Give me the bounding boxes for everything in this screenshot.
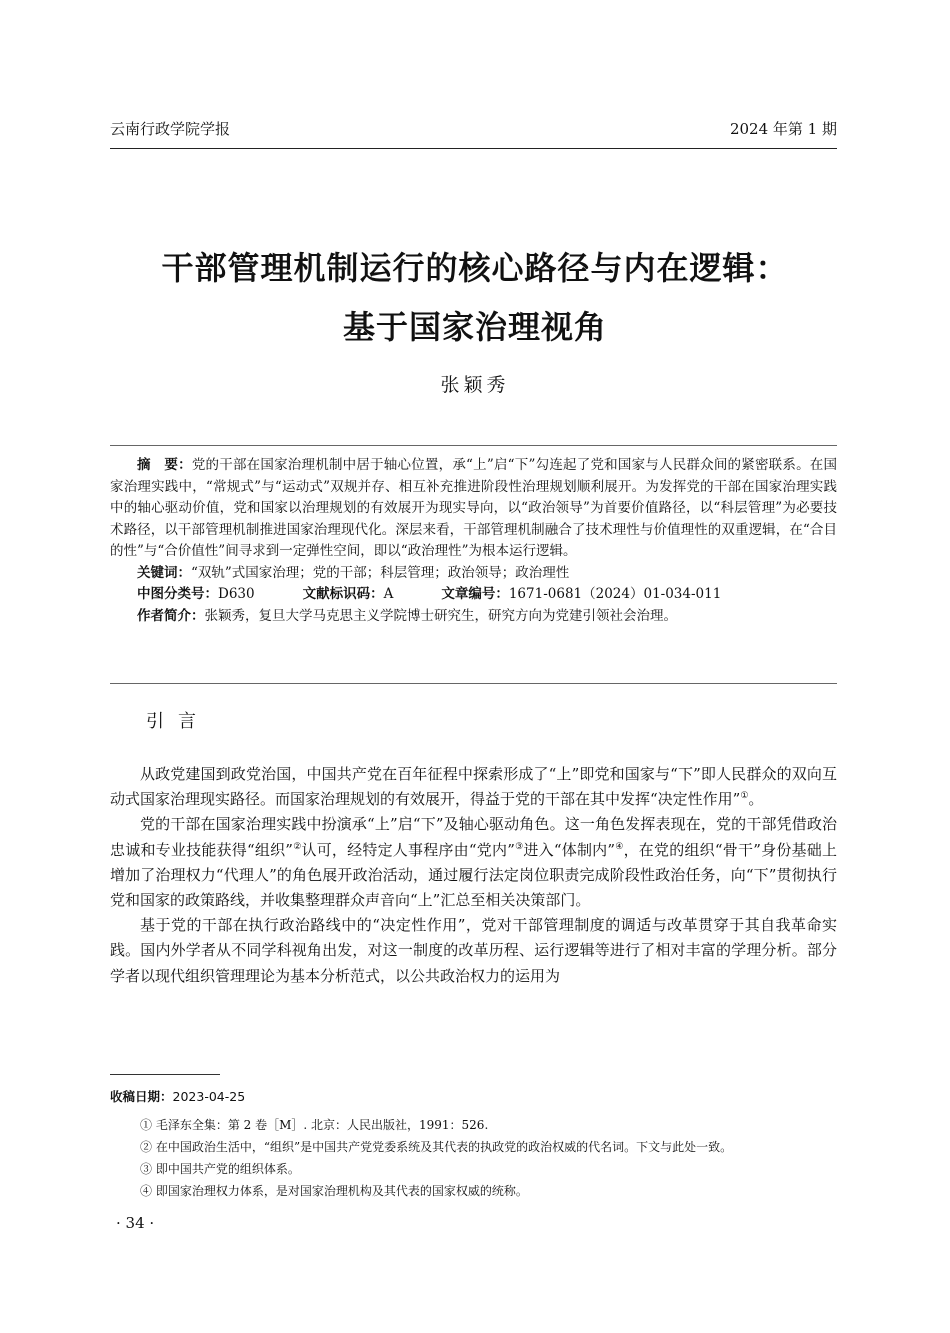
- received-label: 收稿日期：: [110, 1089, 173, 1104]
- author-name: 张颖秀: [440, 374, 510, 396]
- bio-text: 张颖秀，复旦大学马克思主义学院博士研究生，研究方向为党建引领社会治理。: [204, 607, 677, 624]
- body-paragraph-2: [110, 812, 837, 913]
- p2-text-d: ，在党的组织“骨干”身份基础上增加了治理权力“代理人”的角色展开政治活动，通过履行法定岗位职责完成阶段性政治任务，向“下”贯彻执行党和国家的政策路线，并收集整理群众声音向“上”汇总至相关决策部门。: [110, 840, 837, 910]
- footnote-rule: [110, 1074, 220, 1075]
- keywords-label: 关键词：: [137, 564, 191, 581]
- received-date: 2023-04-25: [172, 1089, 246, 1104]
- footnote-ref-2[interactable]: ②: [292, 841, 302, 852]
- title-line-1: 干部管理机制运行的核心路径与内在逻辑：: [161, 249, 789, 287]
- footnote-ref-4[interactable]: ④: [615, 841, 624, 852]
- running-header: [110, 118, 837, 149]
- classification-line: [110, 584, 837, 606]
- abstract-block: [110, 455, 837, 627]
- footnote-1: ① 毛泽东全集：第 2 卷［M］. 北京：人民出版社，1991：526.: [140, 1118, 489, 1132]
- footnote-2: ② 在中国政治生活中，“组织”是中国共产党党委系统及其代表的执政党的政治权威的代名词。下文与此处一致。: [140, 1140, 733, 1154]
- body-paragraph-3: 基于党的干部在执行政治路线中的“决定性作用”，党对干部管理制度的调适与改革贯穿于其自我革命实践。国内外学者从不同学科视角出发，对这一制度的改革历程、运行逻辑等进行了相对丰富的学理分析。部分学者以现代组织管理理论为基本分析范式，以公共政治权力的运用为: [110, 916, 837, 985]
- footnote-3: ③ 即中国共产党的组织体系。: [140, 1162, 300, 1176]
- page-number: · 34 ·: [116, 1214, 155, 1232]
- body-text: [110, 762, 837, 989]
- p2-text-a: 党的干部在国家治理实践中扮演承“上”启“下”及轴心驱动角色。这一角色发挥表现在，党的干部凭借政治忠诚和专业技能获得“组织”: [110, 815, 837, 859]
- abstract-bottom-rule: [110, 683, 837, 684]
- abstract-text: 党的干部在国家治理机制中居于轴心位置，承“上”启“下”勾连起了党和国家与人民群众间的紧密联系。在国家治理实践中，“常规式”与“运动式”双规并存、相互补充推进阶段性治理规划顺利展开。为发挥党的干部在国家治理实践中的轴心驱动价值，党和国家以治理规划的有效展开为现实导向，以“政治领导”为首要价值路径，以“科层管理”为必要技术路径，以干部管理机制推进国家治理现代化。深层来看，干部管理机制融合了技术理性与价值理性的双重逻辑，在“合目的性”与“合价值性”间寻求到一定弹性空间，即以“政治理性”为根本运行逻辑。: [110, 457, 838, 559]
- doc-code-value: A: [383, 586, 394, 602]
- keywords-line: [110, 563, 837, 585]
- article-no-value: 1671-0681（2024）01-034-011: [508, 586, 722, 602]
- footnote-ref-3[interactable]: ③: [514, 841, 524, 852]
- received-date-line: [110, 1087, 245, 1105]
- title-line-2: 基于国家治理视角: [342, 308, 607, 346]
- journal-name: 云南行政学院学报: [110, 120, 231, 138]
- bio-label: 作者简介：: [137, 607, 205, 624]
- p1-text-b: 。: [748, 790, 764, 809]
- issue-label: 2024 年第 1 期: [729, 120, 837, 138]
- footnotes: [140, 1114, 840, 1202]
- body-paragraph-1: [110, 762, 837, 812]
- abstract-label: 摘 要：: [137, 457, 192, 473]
- p1-text-a: 从政党建国到政党治国，中国共产党在百年征程中探索形成了“上”即党和国家与“下”即人民群众的双向互动式国家治理现实路径。而国家治理规划的有效展开，得益于党的干部在其中发挥“决定性作用”: [110, 765, 837, 809]
- clc-value: D630: [218, 586, 255, 602]
- keywords-text: “双轨”式国家治理；党的干部；科层管理；政治领导；政治理性: [191, 564, 570, 581]
- abstract-paragraph: [110, 455, 837, 563]
- p2-text-b: 认可，经特定人事程序由“党内”: [301, 840, 515, 859]
- footnote-ref-1[interactable]: ①: [740, 791, 749, 802]
- footnote-4: ④ 即国家治理权力体系，是对国家治理机构及其代表的国家权威的统称。: [140, 1184, 528, 1198]
- article-no-label: 文章编号：: [441, 586, 509, 602]
- clc-label: 中图分类号：: [137, 586, 218, 602]
- author-bio-line: [110, 606, 837, 628]
- doc-code-label: 文献标识码：: [302, 586, 384, 602]
- abstract-top-rule: [110, 445, 837, 446]
- section-heading: 引言: [146, 711, 210, 732]
- p2-text-c: 进入“体制内”: [523, 840, 616, 859]
